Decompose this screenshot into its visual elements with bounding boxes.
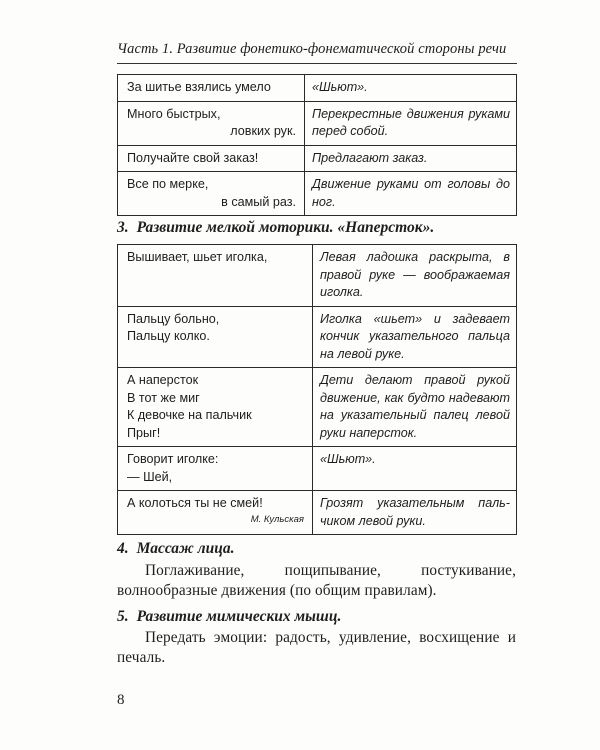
action-text: «Шьют». bbox=[320, 452, 376, 466]
section-title: Массаж лица. bbox=[136, 540, 235, 557]
action-cell bbox=[313, 368, 517, 447]
verse-line: Получайте свой заказ! bbox=[127, 150, 259, 165]
action-text: Перекрестные движения руками перед собой. bbox=[312, 106, 510, 138]
action-cell bbox=[313, 245, 517, 307]
table-row bbox=[118, 447, 517, 491]
verse-line: ловких рук. bbox=[230, 124, 296, 138]
action-text: Предлагают заказ. bbox=[312, 150, 428, 165]
verse-line: Пальцу больно, bbox=[127, 311, 220, 326]
verse-line: Много быстрых, bbox=[127, 106, 221, 121]
poem-author: М. Кульская bbox=[250, 513, 304, 525]
action-cell bbox=[313, 306, 517, 368]
verse-line: А колоться ты не смей! bbox=[127, 496, 263, 510]
verse-line: — Шей, bbox=[127, 469, 173, 484]
verse-cell bbox=[118, 145, 305, 172]
action-cell bbox=[305, 75, 517, 102]
running-header: Часть 1. Развитие фонетико-фонематической стороны речи bbox=[117, 41, 507, 57]
section-title: Развитие мимических мышц. bbox=[136, 608, 342, 625]
header-rule bbox=[117, 63, 517, 64]
verse-line: Вышивает, шьет иголка, bbox=[127, 250, 268, 264]
action-text: Движение руками от головы до ног. bbox=[312, 177, 510, 209]
action-cell bbox=[313, 491, 517, 535]
verse-cell bbox=[118, 368, 313, 447]
verse-line: в самый раз. bbox=[221, 194, 296, 209]
action-text: «Шьют». bbox=[312, 80, 368, 94]
table-row bbox=[118, 491, 517, 535]
verse-line: Все по мерке, bbox=[127, 177, 209, 191]
table-row bbox=[118, 145, 517, 172]
section-number: 5. bbox=[117, 608, 129, 625]
action-cell bbox=[305, 101, 517, 145]
verse-line: Говорит иголке: bbox=[127, 452, 219, 466]
table-row bbox=[118, 306, 517, 368]
verse-cell bbox=[118, 75, 305, 102]
section-number: 4. bbox=[117, 540, 129, 557]
action-text: Дети делают правой рукой движение, как будто надевают на указательный палец левой руки наперсток. bbox=[320, 373, 510, 440]
paragraph-text: Передать эмоции: радость, удивление, восхищение и печаль. bbox=[117, 629, 516, 666]
verse-cell bbox=[118, 447, 313, 491]
verse-line: А наперсток bbox=[127, 373, 199, 387]
section-4-heading bbox=[117, 540, 235, 558]
paragraph-text: Поглаживание, пощипывание, постукивание, волнообразные движения (по общим правилам). bbox=[117, 562, 516, 599]
action-text: Иголка «шьет» и задевает кончик указательного пальца на левой руке. bbox=[320, 311, 510, 361]
verse-cell bbox=[118, 491, 313, 535]
verse-cell bbox=[118, 101, 305, 145]
section-title: Развитие мелкой моторики. «Наперсток». bbox=[136, 219, 435, 236]
table-row bbox=[118, 101, 517, 145]
verse-cell bbox=[118, 245, 313, 307]
section-3-heading bbox=[117, 219, 434, 237]
section-number: 3. bbox=[117, 219, 129, 236]
verse-cell bbox=[118, 306, 313, 368]
table-row bbox=[118, 245, 517, 307]
verse-cell bbox=[118, 172, 305, 216]
action-cell bbox=[305, 172, 517, 216]
verse-line: За шитье взялись умело bbox=[127, 80, 271, 94]
verse-line: К девочке на пальчик bbox=[127, 408, 252, 422]
section-5-text bbox=[117, 628, 516, 668]
page-number: 8 bbox=[117, 692, 125, 708]
table-row bbox=[118, 172, 517, 216]
table-row bbox=[118, 368, 517, 447]
section-5-heading bbox=[117, 608, 341, 626]
action-cell bbox=[305, 145, 517, 172]
verse-line: Пальцу колко. bbox=[127, 329, 210, 343]
action-text: Грозят указательным пальчиком левой руки. bbox=[320, 496, 510, 528]
section-4-text bbox=[117, 561, 516, 601]
action-cell bbox=[313, 447, 517, 491]
verse-table-1 bbox=[117, 74, 517, 216]
verse-line: Прыг! bbox=[127, 425, 161, 440]
action-text: Левая ладошка раскрыта, в правой руке — воображаемая иголка. bbox=[320, 250, 510, 299]
verse-table-2 bbox=[117, 244, 517, 535]
verse-line: В тот же миг bbox=[127, 390, 200, 405]
table-row bbox=[118, 75, 517, 102]
